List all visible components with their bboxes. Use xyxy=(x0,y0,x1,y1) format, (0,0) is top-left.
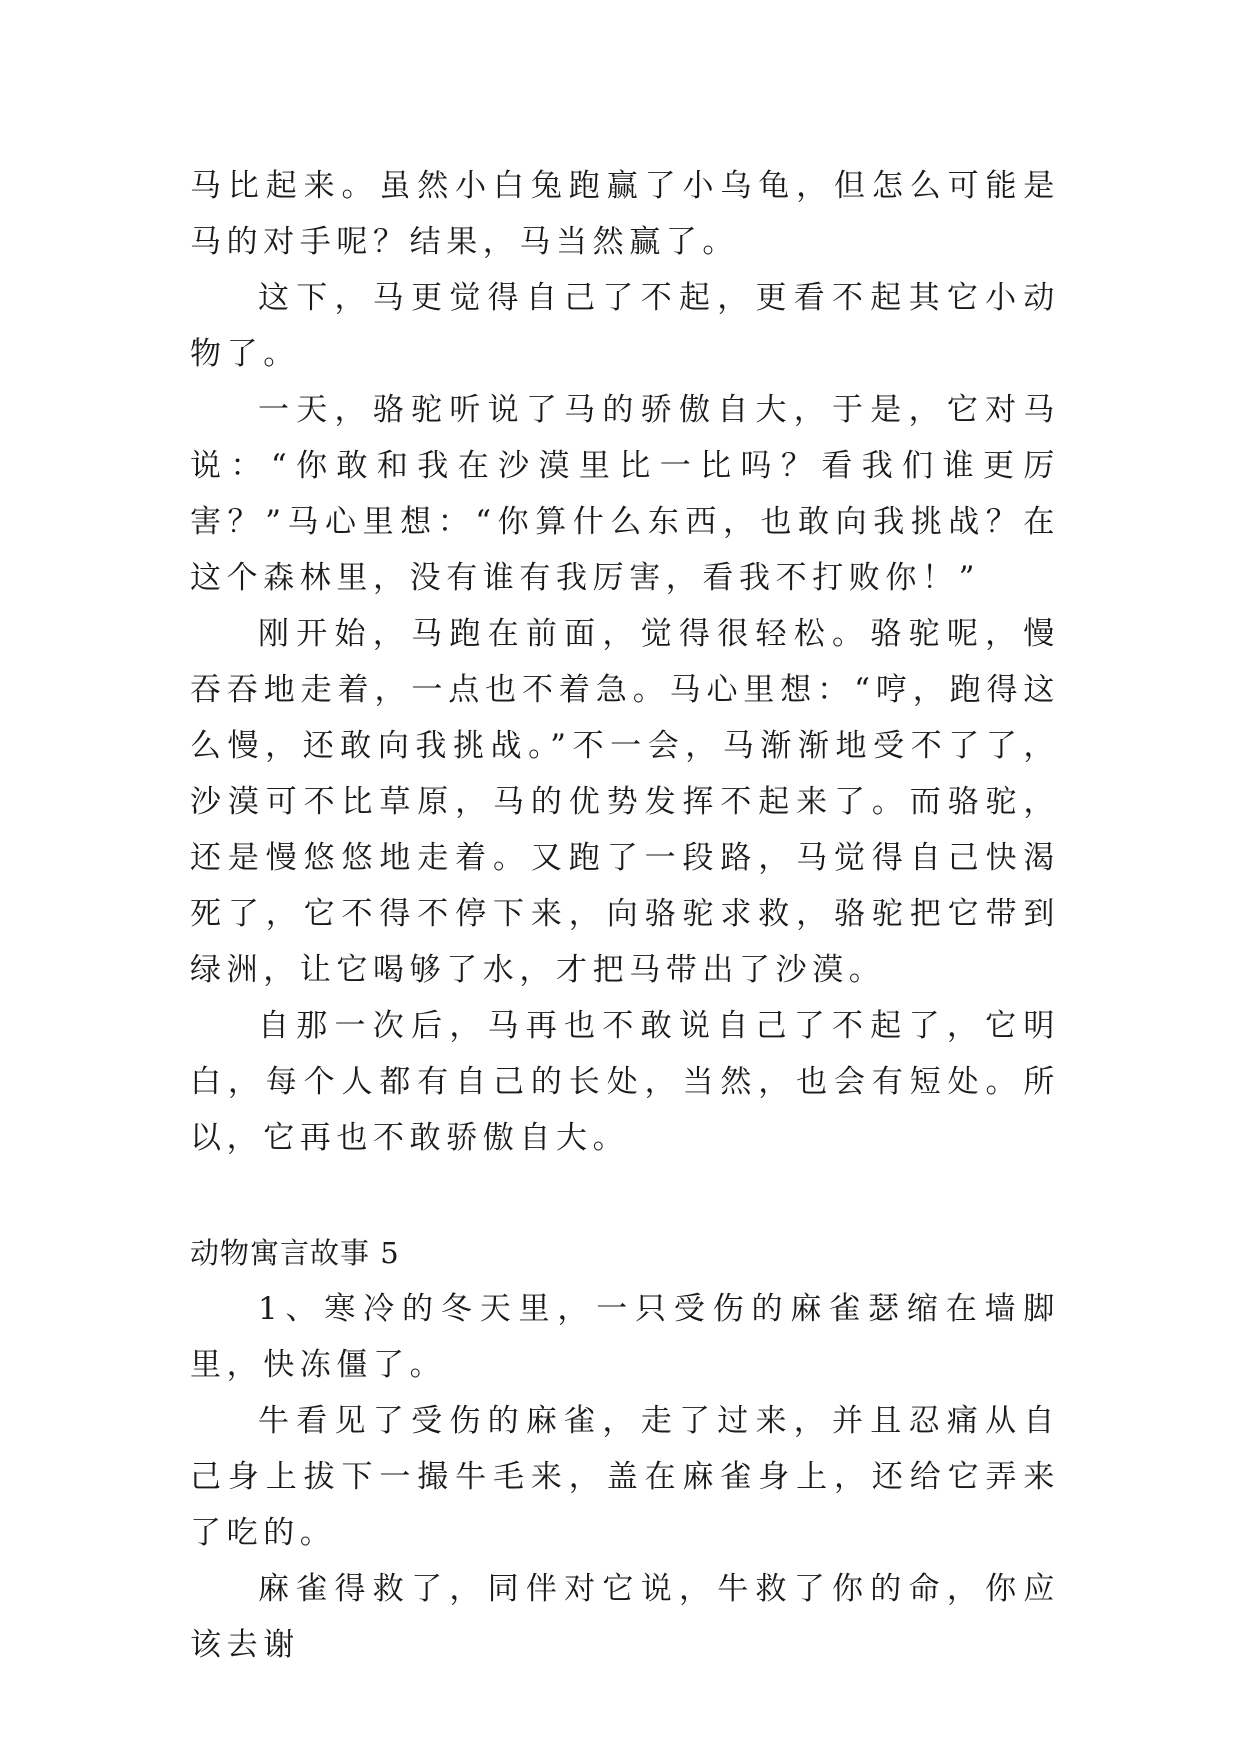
paragraph-moral: 自那一次后，马再也不敢说自己了不起了，它明白，每个人都有自己的长处，当然，也会有短处。所以，它再也不敢骄傲自大。 xyxy=(190,1008,1060,1156)
paragraph-sparrow-saved: 麻雀得救了，同伴对它说，牛救了你的命，你应该去谢 xyxy=(190,1571,1060,1663)
paragraph-desert-race: 刚开始，马跑在前面，觉得很轻松。骆驼呢，慢吞吞地走着，一点也不着急。马心里想：“哼，跑得这么慢，还敢向我挑战。”不一会，马渐渐地受不了了，沙漠可不比草原，马的优势发挥不起来了。而骆驼，还是慢悠悠地走着。又跑了一段路，马觉得自己快渴死了，它不得不停下来，向骆驼求救，骆驼把它带到绿洲，让它喝够了水，才把马带出了沙漠。 xyxy=(190,616,1060,988)
paragraph-sparrow-injured: 1、寒冷的冬天里，一只受伤的麻雀瑟缩在墙脚里，快冻僵了。 xyxy=(190,1291,1060,1383)
paragraph-ox-helps: 牛看见了受伤的麻雀，走了过来，并且忍痛从自己身上拔下一撮牛毛来，盖在麻雀身上，还给它弄来了吃的。 xyxy=(190,1403,1060,1551)
paragraph-horse-proud: 这下，马更觉得自己了不起，更看不起其它小动物了。 xyxy=(190,280,1060,372)
section-heading: 动物寓言故事 5 xyxy=(190,1236,400,1270)
paragraph-camel-challenge: 一天，骆驼听说了马的骄傲自大，于是，它对马说：“你敢和我在沙漠里比一比吗？看我们谁更厉害？”马心里想：“你算什么东西，也敢向我挑战？在这个森林里，没有谁有我厉害，看我不打败你！” xyxy=(190,392,1060,596)
section-gap xyxy=(190,1166,1060,1225)
document-body xyxy=(190,158,1060,1673)
paragraph-continuation: 马比起来。虽然小白兔跑赢了小乌龟，但怎么可能是马的对手呢？结果，马当然赢了。 xyxy=(190,168,1060,260)
